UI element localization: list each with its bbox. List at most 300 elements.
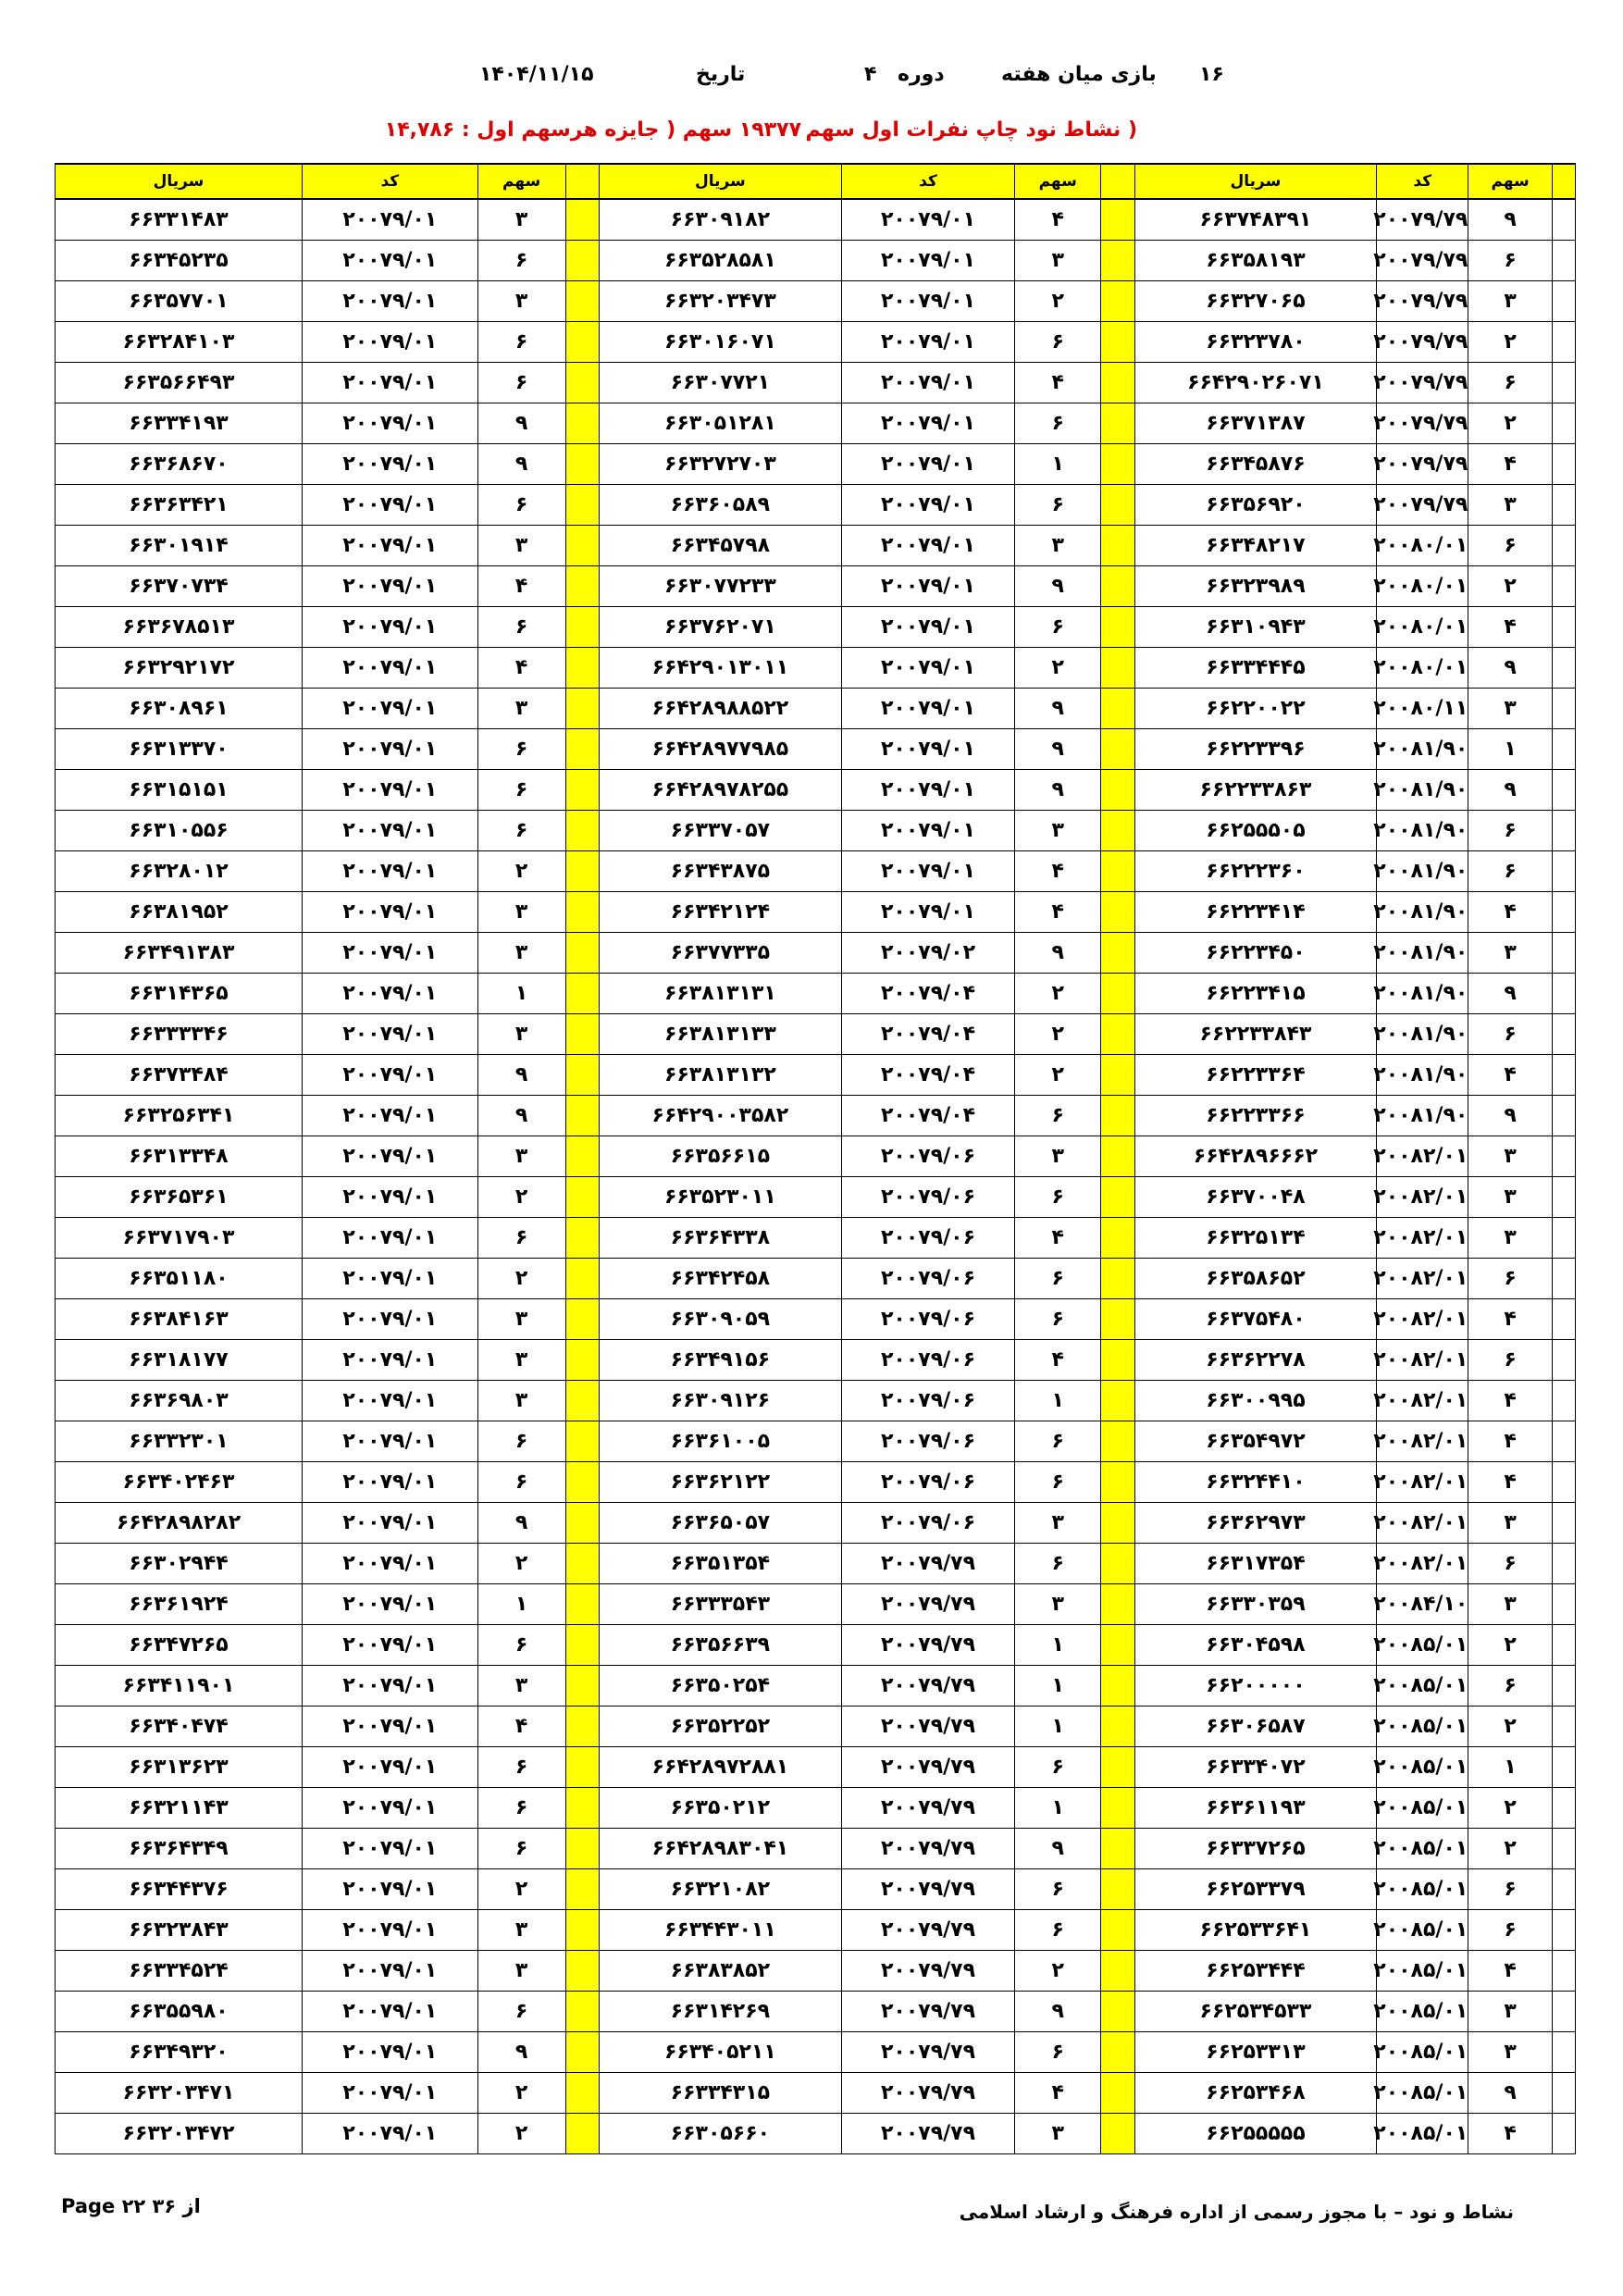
code-cell: ۲۰۰۷۹/۷۹ bbox=[841, 1869, 1015, 1910]
serial-cell: ۶۶۳۷۰۰۴۸ bbox=[1134, 1177, 1377, 1218]
serial-cell: ۶۶۳۴۳۸۷۵ bbox=[600, 851, 842, 892]
share-cell: ۶ bbox=[1015, 1421, 1101, 1462]
share-cell: ۶ bbox=[477, 1788, 565, 1829]
table-row bbox=[56, 526, 1576, 566]
serial-cell: ۶۶۴۲۸۹۷۲۸۸۱ bbox=[600, 1747, 842, 1788]
serial-cell: ۶۶۳۲۰۳۴۷۱ bbox=[56, 2073, 303, 2114]
serial-cell: ۶۶۲۵۳۴۶۸ bbox=[1134, 2073, 1377, 2114]
column-gap bbox=[565, 1177, 599, 1218]
column-gap bbox=[565, 1340, 599, 1381]
table-row bbox=[56, 1096, 1576, 1136]
serial-cell: ۶۶۲۲۳۳۶۶ bbox=[1134, 1096, 1377, 1136]
share-cell: ۲ bbox=[1468, 566, 1553, 607]
serial-cell: ۶۶۳۰۹۱۸۲ bbox=[600, 199, 842, 241]
code-cell: ۲۰۰۷۹/۷۹ bbox=[1377, 241, 1468, 281]
column-gap bbox=[565, 1544, 599, 1584]
column-gap bbox=[1101, 1014, 1134, 1055]
share-cell: ۳ bbox=[1468, 1177, 1553, 1218]
code-cell: ۲۰۰۸۵/۰۱ bbox=[1377, 1992, 1468, 2032]
column-gap bbox=[1101, 2032, 1134, 2073]
serial-cell: ۶۶۳۴۷۲۶۵ bbox=[56, 1625, 303, 1666]
share-cell: ۹ bbox=[1468, 770, 1553, 811]
code-cell: ۲۰۰۷۹/۰۶ bbox=[841, 1299, 1015, 1340]
share-cell: ۳ bbox=[477, 1951, 565, 1992]
code-cell: ۲۰۰۷۹/۰۱ bbox=[302, 892, 477, 933]
share-cell: ۴ bbox=[1468, 2114, 1553, 2154]
serial-cell: ۶۶۳۳۱۴۸۳ bbox=[56, 199, 303, 241]
code-cell: ۲۰۰۷۹/۰۱ bbox=[841, 892, 1015, 933]
column-gap bbox=[1101, 974, 1134, 1014]
row-spacer bbox=[1552, 566, 1575, 607]
serial-cell: ۶۶۳۲۳۷۸۰ bbox=[1134, 322, 1377, 363]
serial-cell: ۶۶۳۱۰۹۴۳ bbox=[1134, 607, 1377, 648]
row-spacer bbox=[1552, 1788, 1575, 1829]
serial-cell: ۶۶۳۵۶۶۱۵ bbox=[600, 1136, 842, 1177]
table-row bbox=[56, 1299, 1576, 1340]
table-row bbox=[56, 1503, 1576, 1544]
share-cell: ۲ bbox=[1468, 1625, 1553, 1666]
serial-cell: ۶۶۳۷۶۲۰۷۱ bbox=[600, 607, 842, 648]
code-cell: ۲۰۰۷۹/۷۹ bbox=[1377, 199, 1468, 241]
code-cell: ۲۰۰۷۹/۰۱ bbox=[302, 444, 477, 485]
serial-cell: ۶۶۳۲۸۰۱۲ bbox=[56, 851, 303, 892]
code-cell: ۲۰۰۷۹/۰۶ bbox=[841, 1503, 1015, 1544]
serial-cell: ۶۶۳۶۵۳۶۱ bbox=[56, 1177, 303, 1218]
row-spacer bbox=[1552, 281, 1575, 322]
table-row bbox=[56, 1666, 1576, 1706]
code-cell: ۲۰۰۷۹/۰۱ bbox=[841, 770, 1015, 811]
table-row bbox=[56, 566, 1576, 607]
share-cell: ۶ bbox=[1468, 241, 1553, 281]
code-cell: ۲۰۰۷۹/۰۶ bbox=[841, 1177, 1015, 1218]
column-gap bbox=[565, 1666, 599, 1706]
serial-cell: ۶۶۳۰۱۹۱۴ bbox=[56, 526, 303, 566]
serial-cell: ۶۶۳۳۳۳۴۶ bbox=[56, 1014, 303, 1055]
serial-cell: ۶۶۲۲۲۳۶۰ bbox=[1134, 851, 1377, 892]
serial-cell: ۶۶۳۸۳۸۵۲ bbox=[600, 1951, 842, 1992]
serial-cell: ۶۶۳۳۴۴۴۵ bbox=[1134, 648, 1377, 689]
share-cell: ۳ bbox=[477, 1666, 565, 1706]
serial-cell: ۶۶۳۵۰۲۵۴ bbox=[600, 1666, 842, 1706]
serial-cell: ۶۶۳۲۰۳۴۷۳ bbox=[600, 281, 842, 322]
share-cell: ۱ bbox=[477, 974, 565, 1014]
code-cell: ۲۰۰۷۹/۰۱ bbox=[302, 1992, 477, 2032]
code-cell: ۲۰۰۸۰/۰۱ bbox=[1377, 526, 1468, 566]
code-cell: ۲۰۰۸۱/۹۰ bbox=[1377, 729, 1468, 770]
code-cell: ۲۰۰۷۹/۰۱ bbox=[302, 1299, 477, 1340]
share-cell: ۱ bbox=[1468, 729, 1553, 770]
table-row bbox=[56, 689, 1576, 729]
serial-cell: ۶۶۳۴۰۴۷۴ bbox=[56, 1706, 303, 1747]
table-row bbox=[56, 811, 1576, 851]
serial-cell: ۶۶۳۲۷۲۷۰۳ bbox=[600, 444, 842, 485]
code-cell: ۲۰۰۷۹/۰۱ bbox=[302, 974, 477, 1014]
table-row bbox=[56, 770, 1576, 811]
share-cell: ۴ bbox=[1468, 1299, 1553, 1340]
column-gap bbox=[565, 1299, 599, 1340]
serial-cell: ۶۶۳۴۲۱۲۴ bbox=[600, 892, 842, 933]
serial-cell: ۶۶۳۶۷۸۵۱۳ bbox=[56, 607, 303, 648]
column-gap bbox=[1101, 241, 1134, 281]
serial-cell: ۶۶۳۰۹۰۵۹ bbox=[600, 1299, 842, 1340]
code-cell: ۲۰۰۸۱/۹۰ bbox=[1377, 933, 1468, 974]
share-cell: ۴ bbox=[1015, 1340, 1101, 1381]
code-cell: ۲۰۰۷۹/۰۱ bbox=[302, 1666, 477, 1706]
serial-cell: ۶۶۳۵۰۲۱۲ bbox=[600, 1788, 842, 1829]
serial-cell: ۶۶۳۳۴۳۱۵ bbox=[600, 2073, 842, 2114]
code-cell: ۲۰۰۷۹/۰۱ bbox=[841, 199, 1015, 241]
serial-cell: ۶۶۳۴۹۱۳۸۳ bbox=[56, 933, 303, 974]
code-cell: ۲۰۰۸۵/۰۱ bbox=[1377, 1747, 1468, 1788]
share-cell: ۳ bbox=[1468, 689, 1553, 729]
column-gap bbox=[1101, 689, 1134, 729]
table-row bbox=[56, 892, 1576, 933]
row-spacer bbox=[1552, 1503, 1575, 1544]
share-cell: ۹ bbox=[477, 2032, 565, 2073]
column-gap bbox=[1101, 566, 1134, 607]
code-cell: ۲۰۰۷۹/۰۱ bbox=[302, 241, 477, 281]
code-cell: ۲۰۰۸۱/۹۰ bbox=[1377, 974, 1468, 1014]
share-cell: ۳ bbox=[1015, 811, 1101, 851]
row-spacer bbox=[1552, 2032, 1575, 2073]
column-gap bbox=[1101, 851, 1134, 892]
row-spacer bbox=[1552, 1544, 1575, 1584]
column-gap bbox=[565, 1462, 599, 1503]
table-row bbox=[56, 1259, 1576, 1299]
serial-cell: ۶۶۳۷۳۴۸۴ bbox=[56, 1055, 303, 1096]
share-cell: ۶ bbox=[1468, 1340, 1553, 1381]
share-cell: ۲ bbox=[1468, 1829, 1553, 1869]
column-gap bbox=[565, 729, 599, 770]
serial-cell: ۶۶۳۳۴۰۷۲ bbox=[1134, 1747, 1377, 1788]
serial-cell: ۶۶۳۳۲۳۰۱ bbox=[56, 1421, 303, 1462]
share-cell: ۶ bbox=[1015, 2032, 1101, 2073]
code-cell: ۲۰۰۸۵/۰۱ bbox=[1377, 1910, 1468, 1951]
code-cell: ۲۰۰۷۹/۰۱ bbox=[841, 607, 1015, 648]
share-cell: ۳ bbox=[1015, 1136, 1101, 1177]
serial-cell: ۶۶۳۲۱۰۸۲ bbox=[600, 1869, 842, 1910]
code-cell: ۲۰۰۷۹/۰۴ bbox=[841, 1096, 1015, 1136]
code-cell: ۲۰۰۷۹/۰۱ bbox=[302, 1096, 477, 1136]
code-cell: ۲۰۰۷۹/۷۹ bbox=[1377, 485, 1468, 526]
share-cell: ۹ bbox=[1015, 1829, 1101, 1869]
row-spacer bbox=[1552, 1625, 1575, 1666]
share-cell: ۲ bbox=[1468, 403, 1553, 444]
share-cell: ۴ bbox=[1015, 199, 1101, 241]
column-gap bbox=[1101, 1218, 1134, 1259]
column-gap bbox=[1101, 363, 1134, 403]
serial-cell: ۶۶۴۲۸۹۸۳۰۴۱ bbox=[600, 1829, 842, 1869]
row-spacer bbox=[1552, 363, 1575, 403]
column-gap bbox=[1101, 1788, 1134, 1829]
code-cell: ۲۰۰۷۹/۰۱ bbox=[302, 1259, 477, 1299]
column-gap bbox=[565, 811, 599, 851]
code-cell: ۲۰۰۷۹/۰۶ bbox=[841, 1136, 1015, 1177]
code-cell: ۲۰۰۷۹/۰۱ bbox=[302, 1829, 477, 1869]
game-name: بازی میان هفته bbox=[1001, 63, 1157, 86]
share-cell: ۶ bbox=[1468, 526, 1553, 566]
code-cell: ۲۰۰۷۹/۷۹ bbox=[841, 2032, 1015, 2073]
serial-cell: ۶۶۳۱۵۱۵۱ bbox=[56, 770, 303, 811]
serial-cell: ۶۶۳۰۵۶۶۰ bbox=[600, 2114, 842, 2154]
column-gap bbox=[565, 1096, 599, 1136]
serial-cell: ۶۶۳۷۴۸۳۹۱ bbox=[1134, 199, 1377, 241]
row-spacer bbox=[1552, 1869, 1575, 1910]
code-cell: ۲۰۰۷۹/۰۱ bbox=[302, 1503, 477, 1544]
table-row bbox=[56, 281, 1576, 322]
row-spacer bbox=[1552, 689, 1575, 729]
serial-cell: ۶۶۳۰۴۵۹۸ bbox=[1134, 1625, 1377, 1666]
code-cell: ۲۰۰۷۹/۰۱ bbox=[302, 2032, 477, 2073]
code-cell: ۲۰۰۸۰/۱۱ bbox=[1377, 689, 1468, 729]
column-gap bbox=[1101, 1829, 1134, 1869]
share-cell: ۳ bbox=[477, 1381, 565, 1421]
column-gap bbox=[565, 1869, 599, 1910]
code-cell: ۲۰۰۷۹/۰۱ bbox=[302, 811, 477, 851]
row-spacer bbox=[1552, 1951, 1575, 1992]
code-cell: ۲۰۰۸۰/۰۱ bbox=[1377, 607, 1468, 648]
column-gap bbox=[1101, 729, 1134, 770]
serial-cell: ۶۶۳۵۷۷۰۱ bbox=[56, 281, 303, 322]
share-cell: ۲ bbox=[1468, 1788, 1553, 1829]
share-cell: ۹ bbox=[1468, 2073, 1553, 2114]
table-row bbox=[56, 1747, 1576, 1788]
column-gap bbox=[1101, 1136, 1134, 1177]
serial-cell: ۶۶۲۵۳۴۵۳۳ bbox=[1134, 1992, 1377, 2032]
share-cell: ۱ bbox=[1015, 1706, 1101, 1747]
share-cell: ۶ bbox=[1015, 1747, 1101, 1788]
serial-cell: ۶۶۳۵۴۹۷۲ bbox=[1134, 1421, 1377, 1462]
column-gap bbox=[1101, 1625, 1134, 1666]
serial-cell: ۶۶۳۱۴۳۶۵ bbox=[56, 974, 303, 1014]
share-cell: ۴ bbox=[1015, 851, 1101, 892]
serial-cell: ۶۶۳۴۵۷۹۸ bbox=[600, 526, 842, 566]
serial-cell: ۶۶۲۲۳۳۸۶۳ bbox=[1134, 770, 1377, 811]
table-row bbox=[56, 607, 1576, 648]
table-row bbox=[56, 1462, 1576, 1503]
serial-cell: ۶۶۳۵۶۹۲۰ bbox=[1134, 485, 1377, 526]
table-row bbox=[56, 485, 1576, 526]
serial-cell: ۶۶۴۲۸۹۸۲۸۲ bbox=[56, 1503, 303, 1544]
code-cell: ۲۰۰۷۹/۰۱ bbox=[841, 444, 1015, 485]
row-spacer bbox=[1552, 2114, 1575, 2154]
serial-cell: ۶۶۳۳۴۱۹۳ bbox=[56, 403, 303, 444]
share-cell: ۴ bbox=[1468, 607, 1553, 648]
table-row bbox=[56, 241, 1576, 281]
serial-cell: ۶۶۳۲۵۱۳۴ bbox=[1134, 1218, 1377, 1259]
serial-cell: ۶۶۳۰۵۱۲۸۱ bbox=[600, 403, 842, 444]
page-subtitle bbox=[0, 118, 1623, 152]
code-cell: ۲۰۰۷۹/۷۹ bbox=[841, 1747, 1015, 1788]
share-cell: ۶ bbox=[1468, 363, 1553, 403]
column-gap bbox=[1101, 1299, 1134, 1340]
share-cell: ۶ bbox=[477, 241, 565, 281]
code-cell: ۲۰۰۷۹/۰۴ bbox=[841, 1014, 1015, 1055]
serial-cell: ۶۶۳۲۳۹۸۹ bbox=[1134, 566, 1377, 607]
share-cell: ۳ bbox=[477, 1014, 565, 1055]
table-row bbox=[56, 1788, 1576, 1829]
share-cell: ۴ bbox=[1015, 2073, 1101, 2114]
code-cell: ۲۰۰۷۹/۷۹ bbox=[1377, 281, 1468, 322]
serial-cell: ۶۶۳۳۰۳۵۹ bbox=[1134, 1584, 1377, 1625]
header-code-3: کد bbox=[302, 164, 477, 199]
table-row bbox=[56, 1421, 1576, 1462]
table-row bbox=[56, 1381, 1576, 1421]
column-gap bbox=[565, 1055, 599, 1096]
column-gap bbox=[1101, 526, 1134, 566]
share-cell: ۶ bbox=[1015, 322, 1101, 363]
code-cell: ۲۰۰۸۴/۱۰ bbox=[1377, 1584, 1468, 1625]
share-cell: ۶ bbox=[1468, 851, 1553, 892]
code-cell: ۲۰۰۷۹/۰۱ bbox=[841, 281, 1015, 322]
column-gap bbox=[565, 1136, 599, 1177]
code-cell: ۲۰۰۷۹/۷۹ bbox=[841, 2073, 1015, 2114]
row-spacer bbox=[1552, 1136, 1575, 1177]
table-row bbox=[56, 444, 1576, 485]
row-spacer bbox=[1552, 403, 1575, 444]
share-cell: ۶ bbox=[1015, 1869, 1101, 1910]
share-cell: ۳ bbox=[477, 689, 565, 729]
share-cell: ۲ bbox=[477, 1544, 565, 1584]
column-gap bbox=[1101, 1747, 1134, 1788]
serial-cell: ۶۶۳۶۹۸۰۳ bbox=[56, 1381, 303, 1421]
table-row bbox=[56, 1951, 1576, 1992]
column-gap bbox=[565, 1218, 599, 1259]
code-cell: ۲۰۰۸۱/۹۰ bbox=[1377, 851, 1468, 892]
code-cell: ۲۰۰۷۹/۷۹ bbox=[1377, 444, 1468, 485]
code-cell: ۲۰۰۷۹/۰۱ bbox=[841, 811, 1015, 851]
share-cell: ۲ bbox=[1015, 1951, 1101, 1992]
header-spacer bbox=[1552, 164, 1575, 199]
code-cell: ۲۰۰۷۹/۷۹ bbox=[841, 2114, 1015, 2154]
column-gap bbox=[1101, 1869, 1134, 1910]
code-cell: ۲۰۰۸۲/۰۱ bbox=[1377, 1299, 1468, 1340]
code-cell: ۲۰۰۸۵/۰۱ bbox=[1377, 2032, 1468, 2073]
row-spacer bbox=[1552, 444, 1575, 485]
serial-cell: ۶۶۳۰۷۷۲۱ bbox=[600, 363, 842, 403]
row-spacer bbox=[1552, 1829, 1575, 1869]
code-cell: ۲۰۰۷۹/۰۱ bbox=[302, 689, 477, 729]
share-cell: ۹ bbox=[477, 1055, 565, 1096]
column-gap bbox=[565, 485, 599, 526]
code-cell: ۲۰۰۷۹/۰۱ bbox=[302, 1055, 477, 1096]
column-gap bbox=[565, 648, 599, 689]
column-gap bbox=[565, 1584, 599, 1625]
serial-cell: ۶۶۳۵۶۶۳۹ bbox=[600, 1625, 842, 1666]
code-cell: ۲۰۰۷۹/۷۹ bbox=[841, 1951, 1015, 1992]
share-cell: ۶ bbox=[1468, 1666, 1553, 1706]
code-cell: ۲۰۰۷۹/۷۹ bbox=[841, 1625, 1015, 1666]
share-cell: ۳ bbox=[1468, 485, 1553, 526]
share-cell: ۴ bbox=[1468, 1055, 1553, 1096]
serial-cell: ۶۶۳۶۴۳۳۸ bbox=[600, 1218, 842, 1259]
code-cell: ۲۰۰۷۹/۰۱ bbox=[302, 1421, 477, 1462]
serial-cell: ۶۶۳۷۵۴۸۰ bbox=[1134, 1299, 1377, 1340]
serial-cell: ۶۶۳۸۱۳۱۳۲ bbox=[600, 1055, 842, 1096]
share-cell: ۴ bbox=[477, 1706, 565, 1747]
share-cell: ۹ bbox=[477, 403, 565, 444]
header-serial-2: سریال bbox=[600, 164, 842, 199]
serial-cell: ۶۶۲۵۵۵۰۵ bbox=[1134, 811, 1377, 851]
code-cell: ۲۰۰۷۹/۰۱ bbox=[841, 729, 1015, 770]
table-row bbox=[56, 648, 1576, 689]
share-cell: ۱ bbox=[1015, 1788, 1101, 1829]
column-gap bbox=[565, 1992, 599, 2032]
serial-cell: ۶۶۳۶۵۰۵۷ bbox=[600, 1503, 842, 1544]
code-cell: ۲۰۰۸۵/۰۱ bbox=[1377, 1951, 1468, 1992]
code-cell: ۲۰۰۸۲/۰۱ bbox=[1377, 1503, 1468, 1544]
code-cell: ۲۰۰۷۹/۰۱ bbox=[841, 485, 1015, 526]
code-cell: ۲۰۰۷۹/۷۹ bbox=[841, 1992, 1015, 2032]
code-cell: ۲۰۰۸۵/۰۱ bbox=[1377, 1625, 1468, 1666]
share-cell: ۶ bbox=[1015, 1259, 1101, 1299]
code-cell: ۲۰۰۸۱/۹۰ bbox=[1377, 1014, 1468, 1055]
table-row bbox=[56, 1014, 1576, 1055]
code-cell: ۲۰۰۷۹/۰۱ bbox=[302, 1625, 477, 1666]
serial-cell: ۶۶۴۲۸۹۸۸۵۲۲ bbox=[600, 689, 842, 729]
column-gap bbox=[1101, 1177, 1134, 1218]
share-cell: ۹ bbox=[1468, 648, 1553, 689]
code-cell: ۲۰۰۷۹/۰۱ bbox=[841, 851, 1015, 892]
row-spacer bbox=[1552, 241, 1575, 281]
serial-cell: ۶۶۳۲۸۴۱۰۳ bbox=[56, 322, 303, 363]
serial-cell: ۶۶۳۰۷۷۲۳۳ bbox=[600, 566, 842, 607]
serial-cell: ۶۶۲۲۳۳۸۴۳ bbox=[1134, 1014, 1377, 1055]
code-cell: ۲۰۰۷۹/۰۱ bbox=[302, 526, 477, 566]
share-cell: ۹ bbox=[1468, 974, 1553, 1014]
share-cell: ۳ bbox=[1468, 1136, 1553, 1177]
column-gap bbox=[565, 1951, 599, 1992]
share-cell: ۲ bbox=[477, 2073, 565, 2114]
column-gap bbox=[1101, 933, 1134, 974]
share-cell: ۳ bbox=[1015, 241, 1101, 281]
serial-cell: ۶۶۳۰۰۹۹۵ bbox=[1134, 1381, 1377, 1421]
table-row bbox=[56, 1584, 1576, 1625]
column-gap bbox=[565, 403, 599, 444]
column-gap bbox=[565, 281, 599, 322]
share-cell: ۶ bbox=[1468, 811, 1553, 851]
share-cell: ۳ bbox=[1468, 2032, 1553, 2073]
row-spacer bbox=[1552, 770, 1575, 811]
share-cell: ۱ bbox=[1015, 1381, 1101, 1421]
column-gap bbox=[565, 363, 599, 403]
page-header bbox=[0, 63, 1623, 100]
column-gap bbox=[565, 2032, 599, 2073]
share-cell: ۶ bbox=[1015, 1096, 1101, 1136]
serial-cell: ۶۶۳۳۷۰۵۷ bbox=[600, 811, 842, 851]
share-cell: ۲ bbox=[1015, 648, 1101, 689]
page-number: ۱۶ bbox=[1199, 63, 1224, 86]
share-cell: ۲ bbox=[1468, 1706, 1553, 1747]
share-cell: ۳ bbox=[1468, 933, 1553, 974]
column-gap bbox=[565, 1829, 599, 1869]
row-spacer bbox=[1552, 485, 1575, 526]
share-cell: ۳ bbox=[1015, 1584, 1101, 1625]
share-cell: ۹ bbox=[477, 1503, 565, 1544]
code-cell: ۲۰۰۷۹/۰۱ bbox=[302, 403, 477, 444]
code-cell: ۲۰۰۷۹/۷۹ bbox=[1377, 363, 1468, 403]
share-cell: ۶ bbox=[1015, 403, 1101, 444]
header-serial-1: سریال bbox=[1134, 164, 1377, 199]
serial-cell: ۶۶۳۵۱۳۵۴ bbox=[600, 1544, 842, 1584]
share-cell: ۶ bbox=[477, 1218, 565, 1259]
column-gap bbox=[1101, 1462, 1134, 1503]
code-cell: ۲۰۰۷۹/۷۹ bbox=[1377, 403, 1468, 444]
serial-cell: ۶۶۴۲۸۹۷۷۹۸۵ bbox=[600, 729, 842, 770]
share-cell: ۶ bbox=[477, 811, 565, 851]
column-gap bbox=[1101, 1544, 1134, 1584]
column-gap bbox=[1101, 1055, 1134, 1096]
